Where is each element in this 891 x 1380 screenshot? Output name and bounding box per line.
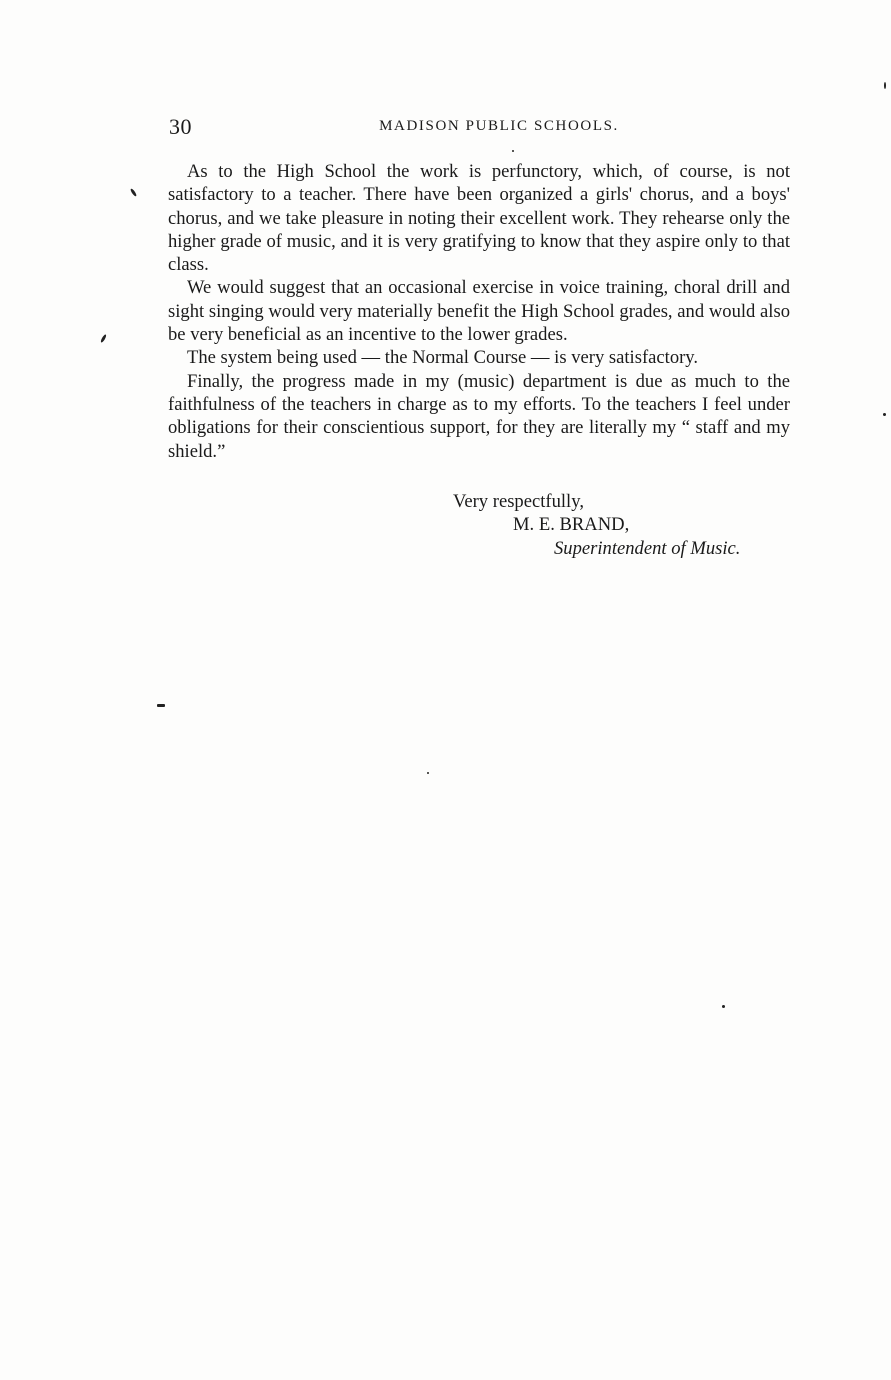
scan-speck bbox=[130, 188, 138, 197]
page-number: 30 bbox=[169, 114, 192, 139]
scan-speck bbox=[722, 1005, 725, 1008]
paragraph-finally: Finally, the progress made in my (music) department is due as much to the faithfulness of the teachers in charge as to my efforts. To the teachers I feel under obligations for their conscientious support, for they are literally my “ staff and my shield.” bbox=[168, 370, 790, 462]
scan-speck bbox=[427, 772, 429, 774]
paragraph-voice-training: We would suggest that an occasional exercise in voice training, choral drill and sight singing would very materially benefit the High School grades, and would also be very beneficial as an incentive to the lower grades. bbox=[168, 277, 790, 346]
signer-title: Superintendent of Music. bbox=[554, 537, 741, 559]
report-body bbox=[168, 160, 790, 463]
scan-speck bbox=[157, 704, 165, 707]
running-head bbox=[166, 114, 792, 140]
valediction: Very respectfully, bbox=[453, 491, 584, 512]
scan-speck bbox=[100, 334, 107, 343]
paragraph-system: The system being used — the Normal Course — is very satisfactory. bbox=[187, 347, 699, 369]
scan-speck bbox=[884, 82, 886, 89]
signer-name: M. E. BRAND, bbox=[513, 514, 630, 536]
scan-speck bbox=[883, 413, 886, 416]
closing-block bbox=[168, 490, 790, 560]
scan-speck bbox=[512, 150, 514, 152]
paragraph-high-school: As to the High School the work is perfunctory, which, of course, is not satisfactory to a teacher. There have been organized a girls' chorus, and a boys' chorus, and we take pleasure in noting their excellent work. They rehearse only the higher grade of music, and it is very gratifying to know that they aspire only to that class. bbox=[168, 161, 790, 276]
running-title: MADISON PUBLIC SCHOOLS. bbox=[379, 118, 619, 134]
